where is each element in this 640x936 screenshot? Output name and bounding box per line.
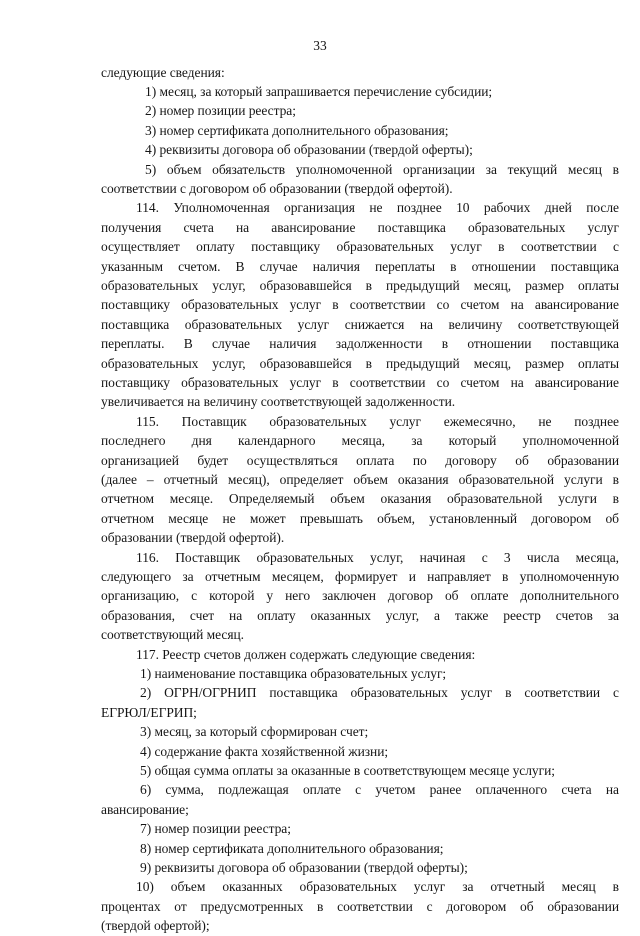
text-line: соответствии с договором об образовании (твердой офертой). [101,180,453,196]
text-line: поставщику образовательных услуг в соответствии со счетом на авансирование [101,374,619,390]
text-line: 4) реквизиты договора об образовании (твердой оферты); [145,142,473,158]
text-line: образовательных услуг, образовавшейся в предыдущий месяц, размер оплаты [101,277,619,293]
text-line: 3) номер сертификата дополнительного образования; [145,122,449,138]
text-line: 2) номер позиции реестра; [145,103,296,119]
text-line: поставщику образовательных услуг в соответствии со счетом на авансирование [101,297,619,313]
text-line: авансирование; [101,801,189,817]
text-line: увеличивается на величину соответствующей задолженности. [101,394,456,410]
text-line: отчетном месяце не может превышать объем, установленный договором об [101,510,619,526]
text-line: получения счета на авансирование поставщика образовательных услуг [101,219,619,235]
text-line: указанным счетом. В случае наличия переплаты в отношении поставщика [101,258,619,274]
text-line: образовательных услуг, образовавшейся в предыдущий месяц, размер оплаты [101,355,619,371]
text-line: 4) содержание факта хозяйственной жизни; [140,743,389,759]
text-line: переплаты. В случае наличия задолженности в отношении поставщика [101,336,619,352]
text-line: организацию, с которой у него заключен договор об оплате дополнительного [101,588,619,604]
text-line: следующие сведения: [101,64,225,80]
text-line: поставщика образовательных услуг снижается на величину соответствующей [101,316,619,332]
text-line: 5) общая сумма оплаты за оказанные в соответствующем месяце услуги; [140,762,555,778]
text-line: 116. Поставщик образовательных услуг, начиная с 3 числа месяца, [136,549,619,565]
text-line: ЕГРЮЛ/ЕГРИП; [101,704,197,720]
text-line: (далее – отчетный месяц), определяет объем оказания образовательной услуги в [101,471,619,487]
text-line: образования, счет на оплату оказанных услуг, а также реестр счетов за [101,607,619,623]
text-line: 7) номер позиции реестра; [140,821,291,837]
text-line: 2) ОГРН/ОГРНИП поставщика образовательных услуг в соответствии с [140,685,619,701]
text-line: последнего дня календарного месяца, за который уполномоченной [101,433,619,449]
text-line: (твердой офертой); [101,918,210,934]
text-line: 115. Поставщик образовательных услуг ежемесячно, не позднее [136,413,619,429]
text-line: 3) месяц, за который сформирован счет; [140,724,369,740]
text-line: 10) объем оказанных образовательных услуг за отчетный месяц в [136,879,619,895]
text-line: 1) наименование поставщика образовательных услуг; [140,665,447,681]
text-line: образовании (твердой офертой). [101,530,285,546]
page-number: 33 [313,38,327,53]
text-line: 117. Реестр счетов должен содержать следующие сведения: [136,646,476,662]
text-line: 114. Уполномоченная организация не позднее 10 рабочих дней после [136,200,619,216]
text-line: 1) месяц, за который запрашивается перечисление субсидии; [145,83,493,99]
text-line: 5) объем обязательств уполномоченной организации за текущий месяц в [145,161,619,177]
text-line: соответствующий месяц. [101,627,244,643]
text-line: 9) реквизиты договора об образовании (твердой оферты); [140,859,468,875]
text-line: процентах от предусмотренных в соответствии с договором об образовании [101,898,619,914]
text-line: отчетном месяце. Определяемый объем оказания образовательной услуги в [101,491,619,507]
text-line: следующего за отчетным месяцем, формирует и направляет в уполномоченную [101,568,619,584]
text-line: осуществляет оплату поставщику образовательных услуг в соответствии с [101,239,619,255]
text-line: 6) сумма, подлежащая оплате с учетом ранее оплаченного счета на [140,782,619,798]
text-line: организацией будет осуществляться оплата по договору об образовании [101,452,619,468]
text-line: 8) номер сертификата дополнительного образования; [140,840,444,856]
